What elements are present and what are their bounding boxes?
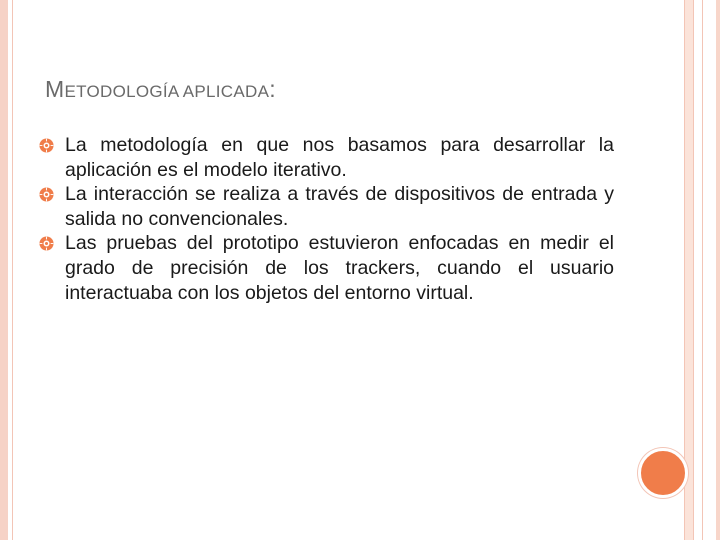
list-item (39, 182, 614, 231)
list-item (39, 231, 614, 305)
decorative-orange-circle (638, 448, 688, 498)
sun-flower-bullet-icon (39, 138, 54, 153)
frame-right-edge (716, 0, 720, 540)
list-item (39, 133, 614, 182)
bullet-text: La interacción se realiza a través de dispositivos de entrada y salida no convencionales. (65, 183, 614, 230)
sun-flower-bullet-icon (39, 236, 54, 251)
sun-flower-bullet-icon (39, 187, 54, 202)
frame-right-band (684, 0, 694, 540)
title-rest: ETODOLOGÍA APLICADA (64, 82, 270, 101)
frame-right-line (702, 0, 703, 540)
title-colon: : (269, 76, 276, 102)
slide-title (45, 76, 276, 103)
bullet-list (39, 133, 614, 305)
frame-left-band (0, 0, 8, 540)
title-first-letter: M (45, 76, 65, 102)
bullet-text: Las pruebas del prototipo estuvieron enfocadas en medir el grado de precisión de los trackers, cuando el usuario interactuaba con los objetos del entorno virtual. (65, 232, 614, 304)
frame-left-line (12, 0, 13, 540)
bullet-text: La metodología en que nos basamos para desarrollar la aplicación es el modelo iterativo. (65, 134, 614, 181)
